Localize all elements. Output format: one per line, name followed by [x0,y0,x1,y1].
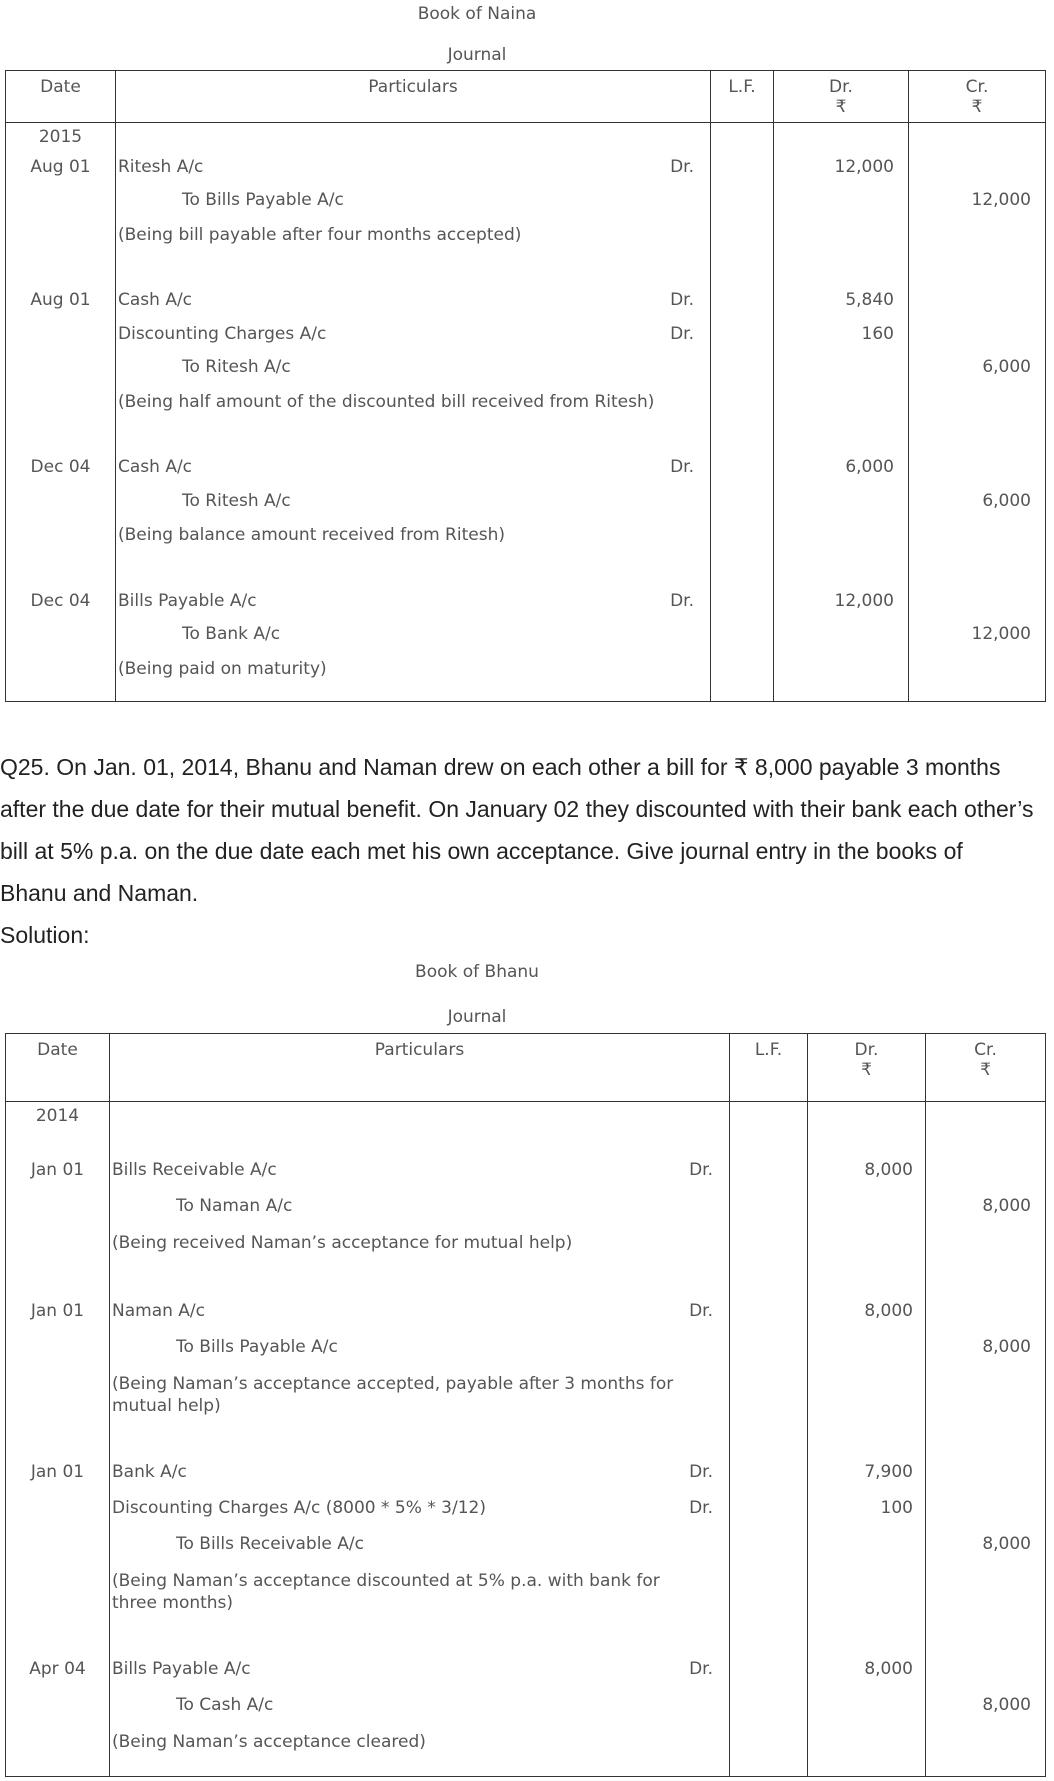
table-row [6,524,1046,558]
account-name: Bank A/c [112,1461,187,1482]
debit-mark: Dr. [689,1658,713,1679]
credit-amount [909,324,1046,358]
account-name: Ritesh A/c [118,156,204,177]
debit-mark: Dr. [670,156,694,177]
currency-icon: ₹ [980,1060,991,1080]
table-row [6,290,1046,324]
lf-cell [711,290,774,324]
header-particulars: Particulars [110,1034,730,1102]
credit-amount [926,1498,1046,1534]
date-cell [6,1232,110,1268]
account-name: Bills Payable A/c [112,1658,251,1679]
lf-cell [730,1196,808,1232]
date-cell [6,1731,110,1767]
credit-amount: 6,000 [909,491,1046,525]
particulars-cell [116,324,711,358]
debit-amount: 7,900 [808,1462,926,1498]
particulars-cell [110,1534,730,1570]
particulars-cell [116,224,711,258]
date-cell [6,1196,110,1232]
credit-amount [909,457,1046,491]
spacer-row [6,1767,1046,1777]
date-cell: Aug 01 [6,157,116,191]
account-name: Naman A/c [112,1300,205,1321]
particulars-cell [116,190,711,224]
narration: (Being bill payable after four months accepted) [118,224,522,245]
credit-amount: 8,000 [926,1534,1046,1570]
narration: (Being Naman’s acceptance discounted at 5% p.a. with bank for three months) [112,1570,660,1613]
date-cell: Dec 04 [6,457,116,491]
debit-amount: 12,000 [774,157,909,191]
lf-cell [730,1659,808,1695]
book-title: Book of Naina [417,4,537,24]
year-row [6,1102,1046,1160]
currency-icon: ₹ [835,97,847,117]
debit-mark: Dr. [689,1461,713,1482]
lf-cell [711,224,774,258]
narration: (Being paid on maturity) [118,658,327,679]
question-text: Q25. On Jan. 01, 2014, Bhanu and Naman drew on each other a bill for ₹ 8,000 payable 3 months after the due date for their mutual benefit. On January 02 they discounted with their bank each other’s bill at 5% p.a. on the due date each met his own acceptance. Give journal entry in the books of Bhanu and Naman. [0,754,1034,906]
debit-amount [774,624,909,658]
header-cr: Cr. ₹ [926,1034,1046,1102]
debit-amount: 5,840 [774,290,909,324]
particulars-cell [116,457,711,491]
spacer-row [6,424,1046,457]
lf-cell [711,591,774,625]
particulars-cell [110,1301,730,1337]
credit-amount [926,1232,1046,1268]
narration: (Being half amount of the discounted bill received from Ritesh) [118,391,655,412]
lf-cell [730,1301,808,1337]
year-row [6,123,1046,157]
account-name: To Ritesh A/c [182,490,291,511]
date-cell: Dec 04 [6,591,116,625]
table-row [6,157,1046,191]
spacer-row [6,1626,1046,1659]
table-row [6,1232,1046,1268]
lf-cell [730,1462,808,1498]
date-cell [6,357,116,391]
lf-cell [711,524,774,558]
particulars-cell [110,1462,730,1498]
header-lf: L.F. [730,1034,808,1102]
spacer-row [6,691,1046,701]
debit-mark: Dr. [670,323,694,344]
header-lf: L.F. [711,71,774,123]
particulars-cell [116,624,711,658]
header-cr: Cr. ₹ [909,71,1046,123]
particulars-cell [116,524,711,558]
lf-cell [730,1373,808,1429]
table-row [6,1534,1046,1570]
date-cell [6,624,116,658]
table-row [6,1196,1046,1232]
solution-label: Solution: [0,922,90,948]
date-cell: Apr 04 [6,1659,110,1695]
year-cell: 2014 [6,1102,110,1160]
credit-amount [926,1462,1046,1498]
credit-amount: 8,000 [926,1196,1046,1232]
date-cell [6,491,116,525]
lf-cell [711,157,774,191]
credit-amount [909,524,1046,558]
table-row [6,1498,1046,1534]
journal-title: Journal [447,45,507,65]
lf-cell [711,357,774,391]
currency-icon: ₹ [971,97,983,117]
debit-amount: 8,000 [808,1160,926,1196]
debit-amount [774,224,909,258]
table-row [6,624,1046,658]
table-row [6,658,1046,692]
debit-mark: Dr. [689,1300,713,1321]
credit-amount [909,224,1046,258]
debit-mark: Dr. [670,290,694,310]
credit-amount [909,658,1046,692]
account-name: To Bills Payable A/c [176,1336,338,1357]
date-cell [6,658,116,692]
credit-amount: 6,000 [909,357,1046,391]
debit-amount [808,1695,926,1731]
account-name: Discounting Charges A/c (8000 * 5% * 3/12) [112,1497,486,1518]
particulars-cell [110,1196,730,1232]
table-row [6,391,1046,425]
date-cell: Jan 01 [6,1301,110,1337]
debit-mark: Dr. [689,1497,713,1518]
particulars-cell [110,1570,730,1626]
credit-amount [926,1373,1046,1429]
narration: (Being balance amount received from Ritesh) [118,525,505,545]
table-row [6,1301,1046,1337]
lf-cell [730,1337,808,1373]
debit-amount [774,658,909,692]
debit-amount: 160 [774,324,909,358]
lf-cell [711,658,774,692]
debit-amount [774,190,909,224]
date-cell [6,1534,110,1570]
credit-amount [926,1301,1046,1337]
date-cell: Jan 01 [6,1160,110,1196]
date-cell [6,190,116,224]
lf-cell [711,457,774,491]
credit-amount: 8,000 [926,1695,1046,1731]
debit-amount: 100 [808,1498,926,1534]
account-name: To Cash A/c [176,1694,274,1715]
credit-amount [926,1731,1046,1767]
credit-amount: 12,000 [909,190,1046,224]
header-date: Date [6,1034,110,1102]
lf-cell [711,624,774,658]
lf-cell [730,1695,808,1731]
table-row [6,324,1046,358]
particulars-cell [110,1373,730,1429]
table-row [6,1373,1046,1429]
table-row [6,1337,1046,1373]
particulars-cell [110,1659,730,1695]
lf-cell [711,190,774,224]
table-row [6,1570,1046,1626]
table-row [6,1462,1046,1498]
debit-amount [808,1534,926,1570]
year-cell: 2015 [6,123,116,157]
table-row [6,1160,1046,1196]
account-name: Bills Receivable A/c [112,1159,277,1180]
debit-amount [774,391,909,425]
debit-amount [808,1337,926,1373]
debit-amount: 6,000 [774,457,909,491]
account-name: To Ritesh A/c [182,357,291,377]
particulars-cell [116,357,711,391]
debit-amount: 12,000 [774,591,909,625]
lf-cell [730,1498,808,1534]
lf-cell [730,1570,808,1626]
date-cell [6,1570,110,1626]
particulars-cell [116,591,711,625]
table-row [6,457,1046,491]
particulars-cell [110,1695,730,1731]
debit-mark: Dr. [670,590,694,611]
spacer-row [6,1429,1046,1462]
debit-amount [808,1232,926,1268]
date-cell: Aug 01 [6,290,116,324]
date-cell [6,391,116,425]
header-dr: Dr. ₹ [774,71,909,123]
credit-amount [909,391,1046,425]
credit-amount [909,157,1046,191]
account-name: To Bills Receivable A/c [176,1533,364,1554]
particulars-cell [116,157,711,191]
lf-cell [730,1731,808,1767]
table-row [6,357,1046,391]
credit-amount [926,1659,1046,1695]
particulars-cell [110,1731,730,1767]
spacer-row [6,558,1046,591]
date-cell: Jan 01 [6,1462,110,1498]
lf-cell [730,1232,808,1268]
particulars-cell [116,290,711,324]
table-row [6,224,1046,258]
debit-amount [808,1570,926,1626]
debit-amount [808,1731,926,1767]
narration: (Being received Naman’s acceptance for mutual help) [112,1232,573,1253]
debit-amount [774,357,909,391]
book-title: Book of Bhanu [415,962,539,982]
debit-amount [808,1373,926,1429]
account-name: Bills Payable A/c [118,590,257,611]
date-cell [6,1498,110,1534]
lf-cell [711,324,774,358]
table-row [6,1695,1046,1731]
narration: (Being Naman’s acceptance accepted, payable after 3 months for mutual help) [112,1373,674,1416]
debit-amount: 8,000 [808,1659,926,1695]
debit-mark: Dr. [670,457,694,477]
account-name: To Bank A/c [182,624,281,644]
debit-amount: 8,000 [808,1301,926,1337]
lf-cell [730,1534,808,1570]
table-row [6,1659,1046,1695]
debit-amount [808,1196,926,1232]
lf-cell [711,491,774,525]
table-row [6,1731,1046,1767]
lf-cell [730,1160,808,1196]
credit-amount [909,591,1046,625]
table-row [6,190,1046,224]
journal-title: Journal [447,1007,507,1027]
credit-amount [909,290,1046,324]
date-cell [6,524,116,558]
date-cell [6,1695,110,1731]
particulars-cell [116,658,711,692]
account-name: To Naman A/c [176,1195,293,1216]
table-row [6,591,1046,625]
account-name: Cash A/c [118,457,193,477]
date-cell [6,1337,110,1373]
header-particulars: Particulars [116,71,711,123]
credit-amount [926,1160,1046,1196]
particulars-cell [116,391,711,425]
particulars-cell [110,1160,730,1196]
table-row [6,491,1046,525]
particulars-cell [116,491,711,525]
account-name: Cash A/c [118,290,193,310]
spacer-row [6,257,1046,290]
journal-table-bhanu [5,1033,1046,1777]
header-date: Date [6,71,116,123]
date-cell [6,1373,110,1429]
spacer-row [6,1268,1046,1301]
debit-mark: Dr. [689,1159,713,1180]
debit-amount [774,524,909,558]
debit-amount [774,491,909,525]
narration: (Being Naman’s acceptance cleared) [112,1731,426,1752]
particulars-cell [110,1232,730,1268]
credit-amount [926,1570,1046,1626]
particulars-cell [110,1498,730,1534]
date-cell [6,324,116,358]
credit-amount: 8,000 [926,1337,1046,1373]
date-cell [6,224,116,258]
currency-icon: ₹ [861,1060,872,1080]
journal-table-naina [5,70,1046,702]
account-name: To Bills Payable A/c [182,190,344,210]
credit-amount: 12,000 [909,624,1046,658]
particulars-cell [110,1337,730,1373]
account-name: Discounting Charges A/c [118,323,327,344]
header-dr: Dr. ₹ [808,1034,926,1102]
lf-cell [711,391,774,425]
